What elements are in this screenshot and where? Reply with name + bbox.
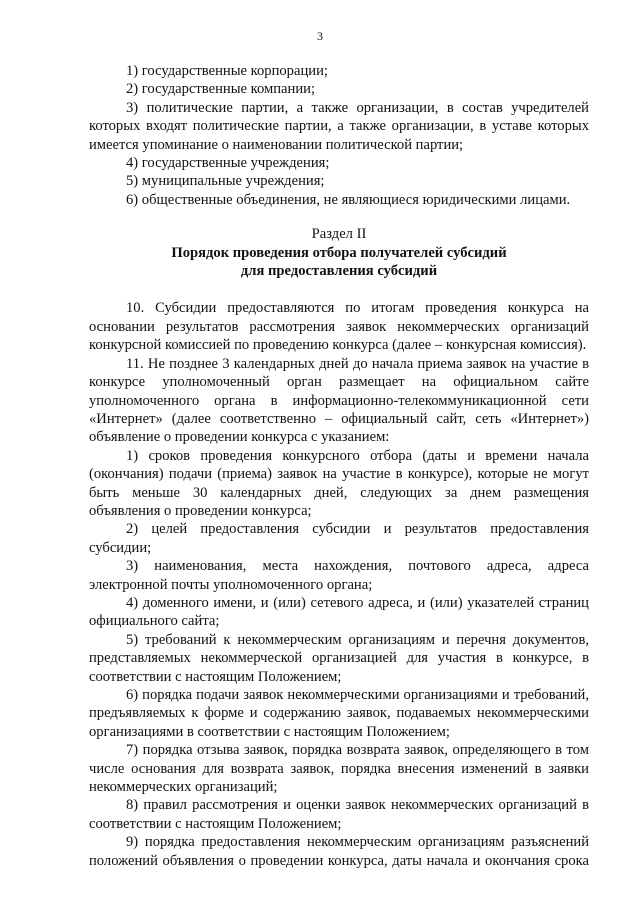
section-title: для предоставления субсидий (240, 263, 438, 280)
list-item: 4) государственные учреждения; (126, 155, 330, 172)
list-item: 2) государственные компании; (126, 81, 316, 98)
list-item: 6) общественные объединения, не являющиеся юридическими лицами. (126, 191, 571, 208)
paragraph: 6) порядка подачи заявок некоммерческими организациями и требований, предъявляемых к форме и содержанию заявок, подаваемых некоммерческими организациями в соответствии с настоящим Положением; (89, 687, 589, 740)
section-title: Порядок проведения отбора получателей субсидий (171, 244, 507, 261)
section-content (89, 299, 589, 870)
paragraph: 4) доменного имени, и (или) сетевого адреса, и (или) указателей страниц официального сайта; (89, 594, 589, 630)
paragraph: 1) сроков проведения конкурсного отбора (даты и времени начала (окончания) подачи (приема) заявок на участие в конкурсе), которые не могут быть меньше 30 календарных дней, следующих за днем размещения объявления о проведении конкурса; (89, 447, 589, 519)
section-label: Раздел II (311, 226, 367, 243)
paragraph: 10. Субсидии предоставляются по итогам проведения конкурса на основании результатов рассмотрения заявок некоммерческих организаций конкурсной комиссией по проведению конкурса (далее – конкурсная комиссия). (89, 300, 589, 354)
paragraph: 5) требований к некоммерческим организациям и перечня документов, представляемых некоммерческой организацией для участия в конкурсе, в соответствии с настоящим Положением; (89, 631, 589, 685)
section-heading (89, 225, 589, 280)
exclusion-list (89, 62, 589, 209)
paragraph: 11. Не позднее 3 календарных дней до начала приема заявок на участие в конкурсе уполномоченный орган размещает на официальном сайте уполномоченного органа в информационно-телекоммуникационной сети «Интернет» (далее соответственно – официальный сайт, сеть «Интернет») объявление о проведении конкурса с указанием: (89, 355, 589, 446)
list-item: 5) муниципальные учреждения; (126, 173, 325, 190)
document-body (89, 62, 589, 870)
page-number: 3 (317, 29, 323, 43)
paragraph: 8) правил рассмотрения и оценки заявок некоммерческих организаций в соответствии с настоящим Положением; (89, 797, 589, 832)
list-item: 3) политические партии, а также организации, в состав учредителей которых входят политические партии, а также организации, в уставе которых имеется упоминание о наименовании политической партии; (89, 99, 589, 153)
list-item: 1) государственные корпорации; (126, 63, 328, 79)
paragraph: 7) порядка отзыва заявок, порядка возврата заявок, определяющего в том числе основания для возврата заявок, порядка внесения изменений в заявки некоммерческих организаций; (89, 742, 589, 796)
paragraph: 9) порядка предоставления некоммерческим организациям разъяснений положений объявления о проведении конкурса, даты начала и окончания срока (89, 834, 589, 869)
paragraph: 3) наименования, места нахождения, почтового адреса, адреса электронной почты уполномоченного органа; (89, 558, 589, 593)
paragraph: 2) целей предоставления субсидии и результатов предоставления субсидии; (89, 521, 589, 556)
